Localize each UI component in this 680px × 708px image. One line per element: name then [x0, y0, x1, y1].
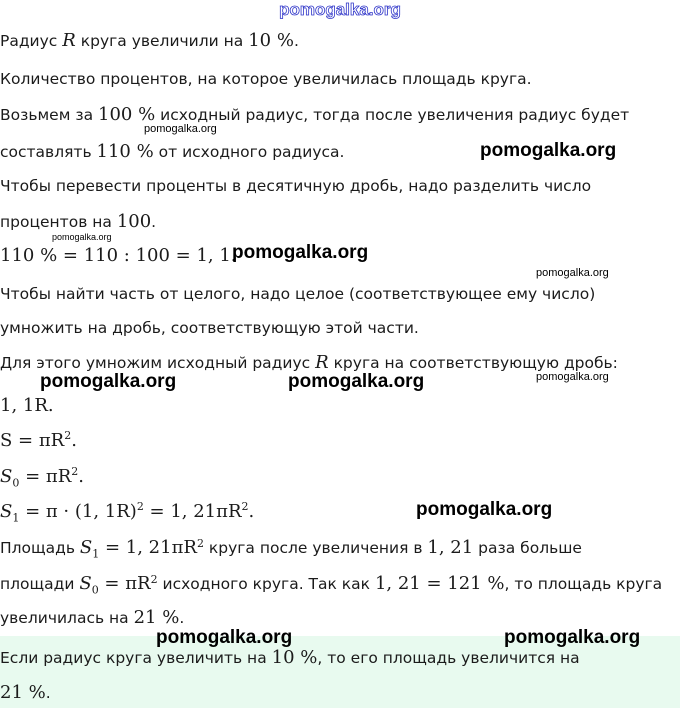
answer-line-2: 21 %.	[0, 682, 51, 703]
formula-percent-to-decimal: 110 % = 110 : 100 = 1, 1.	[0, 245, 237, 266]
text-line-1: Радиус R круга увеличили на 10 %.	[0, 30, 299, 51]
formula-new-area: $S_1 = \pi \cdot (1$, 1R)$^2$ = 1, $21\pi R^2$.	[0, 500, 255, 525]
formula-area: $S = \pi R^2$.	[0, 429, 77, 451]
watermark: pomogalka.org	[480, 140, 617, 161]
watermark: pomogalka.org	[536, 371, 609, 383]
text-line-4: составлять 110 % от исходного радиуса.	[0, 141, 345, 162]
formula-original-area: $S_0 = \pi R^2$.	[0, 465, 84, 490]
text-line-10: Для этого умножим исходный радиус R круга на соответствующую дробь:	[0, 352, 618, 373]
watermark: pomogalka.org	[144, 123, 217, 135]
watermark: pomogalka.org	[288, 371, 425, 392]
watermark: pomogalka.org	[504, 627, 641, 648]
text-line-6: процентов на 100.	[0, 211, 157, 232]
text-line-15: Площадь $S_1 = 1$, $21\pi R^2$ круга после увеличения в 1, 21 раза больше	[0, 537, 582, 561]
watermark: pomogalka.org	[40, 371, 177, 392]
text-line-3: Возьмем за 100 % исходный радиус, тогда после увеличения радиус будет	[0, 104, 630, 125]
watermark: pomogalka.org	[416, 499, 553, 520]
text-line-8: Чтобы найти часть от целого, надо целое (соответствующее ему число)	[0, 285, 596, 303]
site-header-link[interactable]: pomogalka.org	[279, 0, 401, 19]
text-line-2: Количество процентов, на которое увеличилась площадь круга.	[0, 70, 532, 88]
formula-new-radius: 1, 1R.	[0, 395, 54, 416]
watermark: pomogalka.org	[536, 267, 609, 279]
answer-line-1: Если радиус круга увеличить на 10 %, то его площадь увеличится на	[0, 647, 580, 668]
watermark: pomogalka.org	[156, 627, 293, 648]
text-line-5: Чтобы перевести проценты в десятичную дробь, надо разделить число	[0, 177, 592, 195]
watermark: pomogalka.org	[52, 232, 112, 242]
text-line-9: умножить на дробь, соответствующую этой части.	[0, 319, 419, 337]
watermark: pomogalka.org	[232, 242, 369, 263]
text-line-16: площади $S_0 = \pi R^2$ исходного круга. Так как 1, 21 = 121 %, то площадь круга	[0, 573, 663, 597]
text-line-17: увеличилась на 21 %.	[0, 607, 185, 628]
